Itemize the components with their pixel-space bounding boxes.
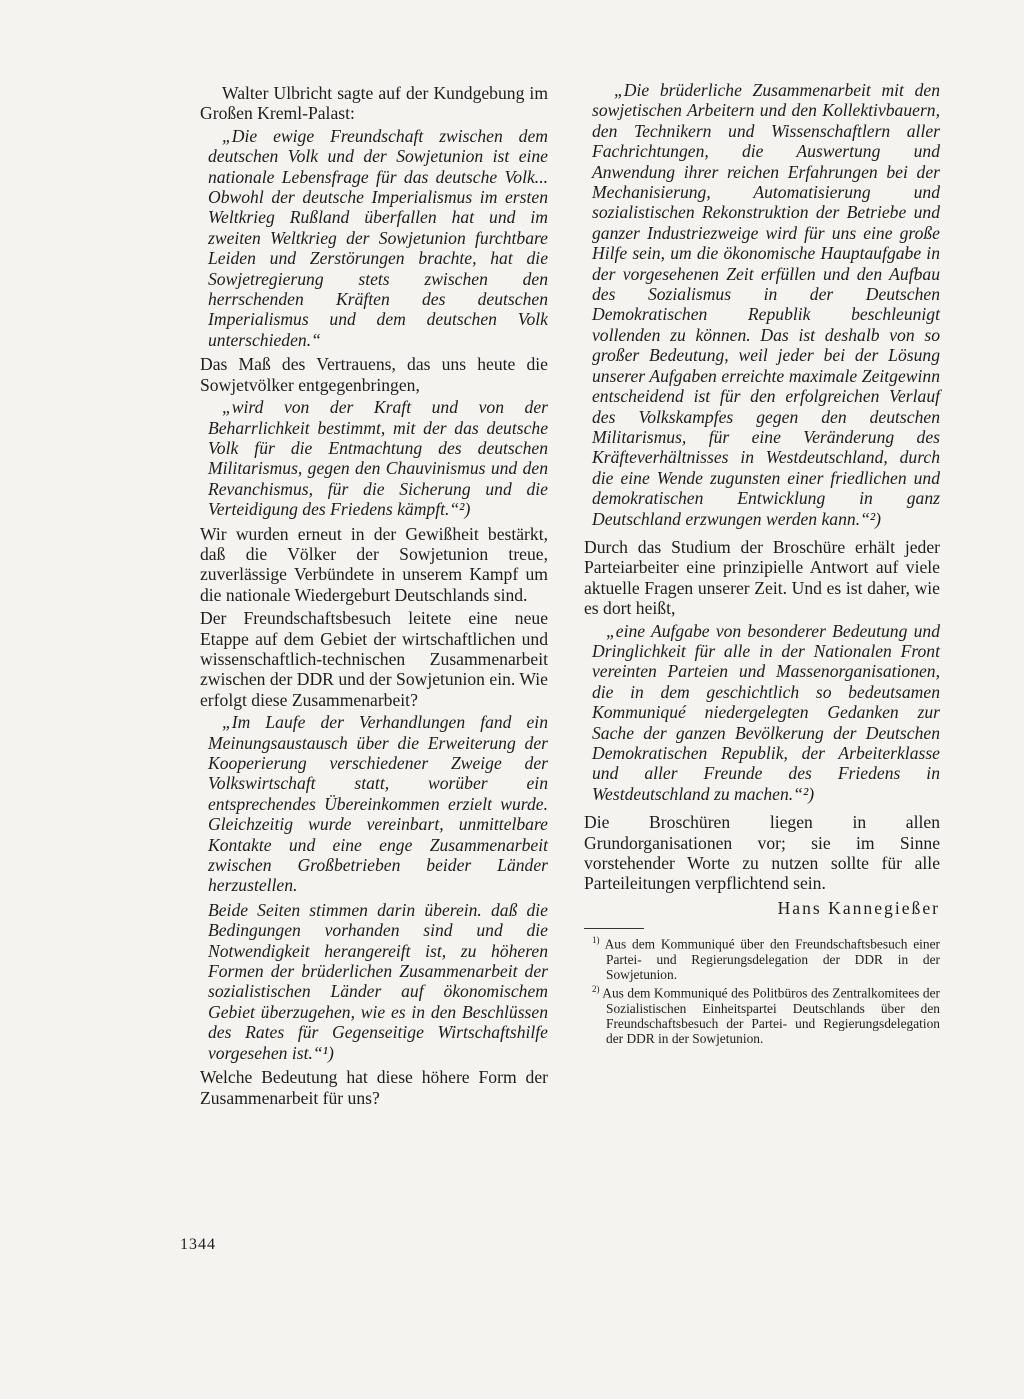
footnote-2-mark: 2) [592, 984, 600, 995]
footnote-2 [584, 982, 940, 1046]
right-column [584, 80, 940, 1047]
paragraph-question: Welche Bedeutung hat diese höhere Form der Zusammenarbeit für uns? [200, 1067, 548, 1108]
paragraph-trust: Das Maß des Vertrauens, das uns heute die Sowjetvölker entgegenbringen, [200, 354, 548, 395]
paragraph-visit: Der Freundschaftsbesuch leitete eine neue Etappe auf dem Gebiet der wirtschaftlichen und wissenschaftlich-technischen Zusammenarbeit zwischen der DDR und der Sowjetunion ein. Wie erfolgt diese Zusammenarbeit? [200, 608, 548, 710]
author-signature: Hans Kannegießer [777, 897, 940, 918]
quote-strength: „wird von der Kraft und von der Beharrlichkeit bestimmt, mit der das deutsche Volk für die Entmachtung des deutschen Militarismus, gegen den Chauvinismus und den Revanchismus, für die Sicherung und die Verteidigung des Friedens kämpft.“²) [208, 397, 548, 520]
footnote-1-mark: 1) [592, 935, 600, 946]
page-number: 1344 [180, 1236, 216, 1253]
footnote-2-text: Aus dem Kommuniqué des Politbüros des Zentralkomitees der Sozialistischen Einheitspartei Deutschlands über den Freundschaftsbesuch der Partei- und Regierungsdelegation der DDR in der Sowjetunion. [602, 985, 941, 1047]
quote-task: „eine Aufgabe von besonderer Bedeutung und Dringlichkeit für alle in der Nationalen Front vereinten Parteien und Massenorganisationen, die in dem geschichtlich so bedeutsamen Kommuniqué niedergelegten Gedanken zur Sache der ganzen Bevölkerung der Deutschen Demokratischen Republik, der Arbeiterklasse und aller Freunde des Friedens in Westdeutschland zu machen.“²) [592, 620, 940, 804]
quote-agreement: Beide Seiten stimmen darin überein. daß die Bedingungen vorhanden sind und die Notwendigkeit herangereift ist, zu höheren Formen der brüderlichen Zusammenarbeit der sozialistischen Länder auf ökonomischem Gebiet überzugehen, wie es in den Beschlüssen des Rates für Gegenseitige Wirtschaftshilfe vorgesehen ist.“¹) [208, 899, 548, 1063]
quote-negotiations: „Im Laufe der Verhandlungen fand ein Meinungsaustausch über die Erweiterung der Kooperierung verschiedener Zweige der Volkswirtschaft statt, worüber ein entsprechendes Übereinkommen erzielt wurde. Gleichzeitig wurde vereinbart, unmittelbare Kontakte und eine enge Zusammenarbeit zwischen Großbetrieben beider Länder herzustellen. [208, 712, 548, 896]
left-column [200, 80, 548, 1108]
quote-cooperation: „Die brüderliche Zusammenarbeit mit den sowjetischen Arbeitern und den Kollektivbauern, den Technikern und Wissenschaftlern aller Fachrichtungen, die Auswertung und Anwendung ihrer reichen Erfahrungen bei der Mechanisierung, Automatisierung und sozialistischen Rekonstruktion der Betriebe und ganzer Industriezweige wird für uns eine große Hilfe sein, um die ökonomische Hauptaufgabe in der vorgesehenen Zeit erfüllen und den Aufbau des Sozialismus in der Deutschen Demokratischen Republik beschleunigt vollenden zu können. Das ist deshalb von so großer Bedeutung, weil jeder bei der Lösung unserer Aufgaben erreichte maximale Zeitgewinn entscheidend ist für den erfolgreichen Verlauf des Volkskampfes gegen den deutschen Militarismus, für eine Veränderung des Kräfteverhältnisses in Westdeutschland, durch die eine Wende zugunsten einer friedlichen und demokratischen Entwicklung in ganz Deutschland erzwungen werden kann.“²) [592, 80, 940, 529]
paragraph-intro: Walter Ulbricht sagte auf der Kundgebung im Großen Kreml-Palast: [200, 83, 548, 124]
footnote-divider [584, 928, 644, 929]
paragraph-certainty: Wir wurden erneut in der Gewißheit bestärkt, daß die Völker der Sowjetunion treue, zuverlässige Verbündete in unserem Kampf um die nationale Wiedergeburt Deutschlands sind. [200, 523, 548, 605]
footnote-1-text: Aus dem Kommuniqué über den Freundschaftsbesuch einer Partei- und Regierungsdelegation der DDR in der Sowjetunion. [604, 936, 940, 983]
quote-ulbricht: „Die ewige Freundschaft zwischen dem deutschen Volk und der Sowjetunion ist eine nationale Lebensfrage für das deutsche Volk... Obwohl der deutsche Imperialismus im ersten Weltkrieg Rußland überfallen hat und im zweiten Weltkrieg der Sowjetunion furchtbare Leiden und Zerstörungen brachte, hat die Sowjetregierung stets zwischen den herrschenden Kräften des deutschen Imperialismus und dem deutschen Volk unterschieden.“ [208, 125, 548, 350]
paragraph-organizations: Die Broschüren liegen in allen Grundorganisationen vor; sie im Sinne vorstehender Worte zu nutzen sollte für alle Parteileitungen verpflichtend sein. [584, 812, 940, 894]
footnote-1 [584, 933, 940, 982]
paragraph-brochure: Durch das Studium der Broschüre erhält jeder Parteiarbeiter eine prinzipielle Antwort auf viele aktuelle Fragen unserer Zeit. Und es ist daher, wie es dort heißt, [584, 536, 940, 619]
